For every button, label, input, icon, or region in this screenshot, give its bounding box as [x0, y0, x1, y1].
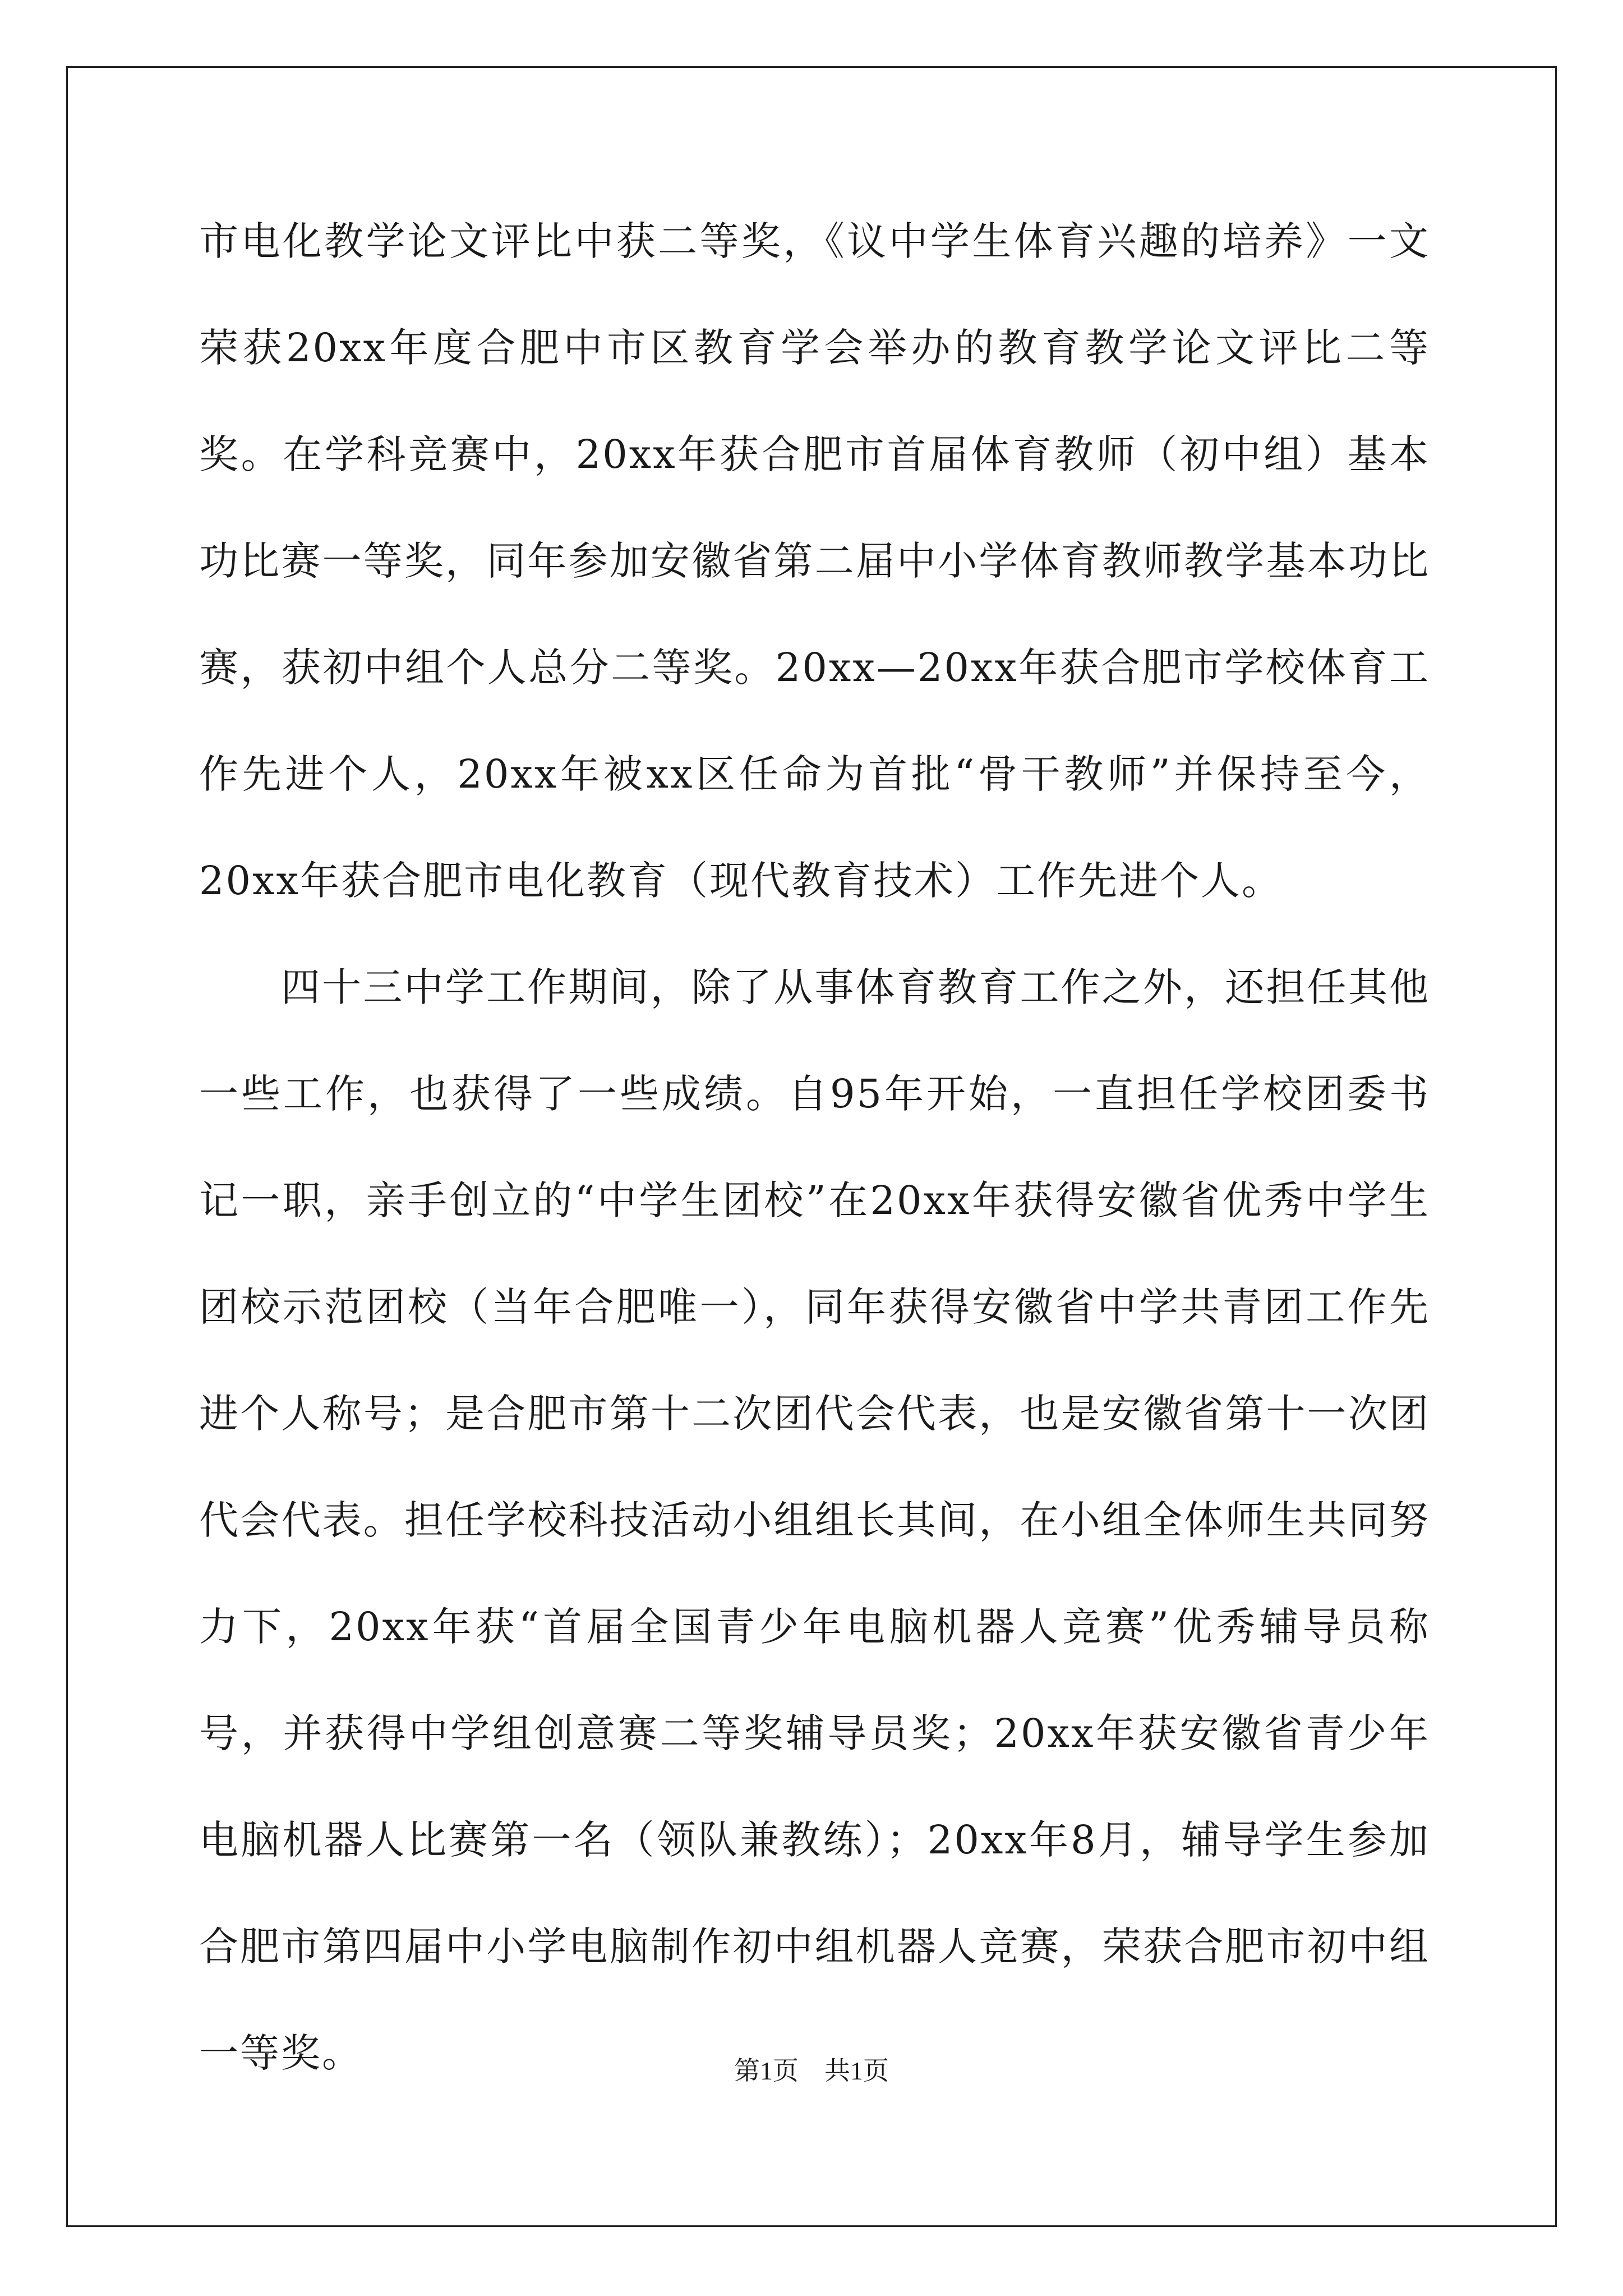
- page-number-footer: 第1页 共1页: [734, 2056, 889, 2085]
- paragraph-2: 四十三中学工作期间，除了从事体育教育工作之外，还担任其他一些工作，也获得了一些成绩。自95年开始，一直担任学校团委书记一职，亲手创立的“中学生团校”在20xx年获得安徽省优秀中学生团校示范团校（当年合肥唯一），同年获得安徽省中学共青团工作先进个人称号；是合肥市第十二次团代会代表，也是安徽省第十一次团代会代表。担任学校科技活动小组组长其间，在小组全体师生共同努力下，20xx年获“首届全国青少年电脑机器人竞赛”优秀辅导员称号，并获得中学组创意赛二等奖辅导员奖；20xx年获安徽省青少年电脑机器人比赛第一名（领队兼教练）；20xx年8月，辅导学生参加合肥市第四届中小学电脑制作初中组机器人竞赛，荣获合肥市初中组一等奖。: [199, 964, 1430, 2076]
- document-body: [199, 188, 1430, 2106]
- paragraph-1: 市电化教学论文评比中获二等奖，《议中学生体育兴趣的培养》一文荣获20xx年度合肥中市区教育学会举办的教育教学论文评比二等奖。在学科竞赛中，20xx年获合肥市首届体育教师（初中组）基本功比赛一等奖，同年参加安徽省第二届中小学体育教师教学基本功比赛，获初中组个人总分二等奖。20xx—20xx年获合肥市学校体育工作先进个人，20xx年被xx区任命为首批“骨干教师”并保持至今，20xx年获合肥市电化教育（现代教育技术）工作先进个人。: [199, 218, 1430, 904]
